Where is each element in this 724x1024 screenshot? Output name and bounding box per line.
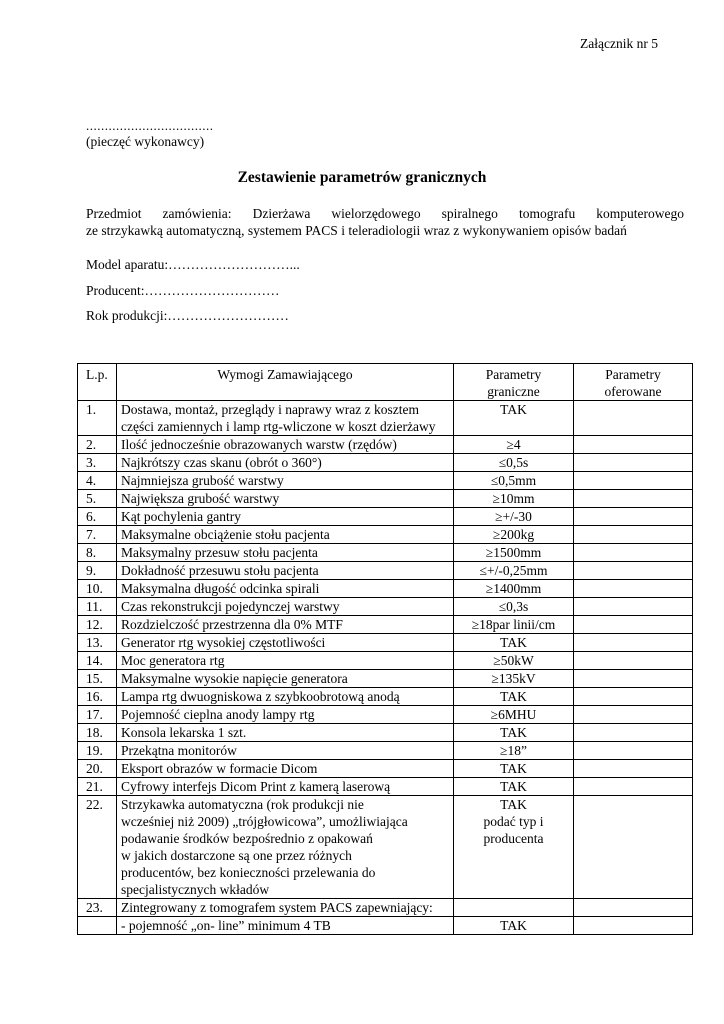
table-row [78, 490, 693, 508]
row-requirement: Lampa rtg dwuogniskowa z szybkoobrotową anodą [117, 688, 454, 706]
order-subject-line-1: Przedmiot zamówienia: Dzierżawa wielorzędowego spiralnego tomografu komputerowego [86, 206, 684, 221]
row-offered-value[interactable] [574, 472, 693, 490]
row-limit-value: TAK [454, 634, 574, 652]
row-number: 18. [78, 724, 117, 742]
requirement-line: wcześniej niż 2009) „trójgłowicowa”, umożliwiająca [121, 814, 408, 829]
row-requirement: Konsola lekarska 1 szt. [117, 724, 454, 742]
row-limit-value: ≥1400mm [454, 580, 574, 598]
row-number: 8. [78, 544, 117, 562]
row-offered-value[interactable] [574, 796, 693, 899]
row-offered-value[interactable] [574, 652, 693, 670]
table-row [78, 454, 693, 472]
row-limit-value: ≥18par linii/cm [454, 616, 574, 634]
order-subject [86, 205, 684, 239]
row-limit-value: TAK [454, 917, 574, 935]
row-requirement: Dostawa, montaż, przeglądy i naprawy wraz z kosztem części zamiennych i lamp rtg-wliczone w koszt dzierżawy [117, 401, 454, 436]
table-row [78, 724, 693, 742]
seal-placeholder-line: .................................. [86, 118, 214, 133]
row-limit-value: ≤+/-0,25mm [454, 562, 574, 580]
row-offered-value[interactable] [574, 917, 693, 935]
row-limit-value: ≤0,5mm [454, 472, 574, 490]
row-requirement: Moc generatora rtg [117, 652, 454, 670]
limit-line: podać typ i [483, 814, 544, 829]
row-requirement: Największa grubość warstwy [117, 490, 454, 508]
row-offered-value[interactable] [574, 706, 693, 724]
row-limit-value: TAK [454, 688, 574, 706]
row-requirement: - pojemność „on- line” minimum 4 TB [117, 917, 454, 935]
row-requirement: Ilość jednocześnie obrazowanych warstw (rzędów) [117, 436, 454, 454]
row-limit-value: ≥50kW [454, 652, 574, 670]
row-limit-value: ≥200kg [454, 526, 574, 544]
table-row [78, 760, 693, 778]
row-requirement: Najkrótszy czas skanu (obrót o 360°) [117, 454, 454, 472]
limit-line: producenta [483, 831, 544, 846]
parameters-table [77, 363, 693, 935]
row-offered-value[interactable] [574, 436, 693, 454]
table-row [78, 436, 693, 454]
order-subject-line-2: ze strzykawką automatyczną, systemem PACS i teleradiologii wraz z wykonywaniem opisów badań [86, 223, 627, 238]
table-row [78, 742, 693, 760]
row-requirement: Generator rtg wysokiej częstotliwości [117, 634, 454, 652]
document-title: Zestawienie parametrów granicznych [237, 169, 487, 186]
row-offered-value[interactable] [574, 742, 693, 760]
row-limit-value [454, 899, 574, 917]
table-row [78, 401, 693, 436]
row-requirement: Rozdzielczość przestrzenna dla 0% MTF [117, 616, 454, 634]
attachment-number: Załącznik nr 5 [580, 36, 658, 51]
header-lp: L.p. [78, 364, 117, 401]
table-row [78, 598, 693, 616]
table-row [78, 688, 693, 706]
row-number: 15. [78, 670, 117, 688]
limit-line: TAK [500, 797, 527, 812]
table-row [78, 508, 693, 526]
row-limit-value: TAK [454, 401, 574, 436]
row-requirement: Przekątna monitorów [117, 742, 454, 760]
row-requirement: Czas rekonstrukcji pojedynczej warstwy [117, 598, 454, 616]
row-requirement: Kąt pochylenia gantry [117, 508, 454, 526]
table-header-row [78, 364, 693, 401]
table-row [78, 544, 693, 562]
header-offered-params: Parametry oferowane [574, 364, 693, 401]
table-row [78, 670, 693, 688]
row-requirement [117, 796, 454, 899]
row-limit-value: ≤0,3s [454, 598, 574, 616]
row-offered-value[interactable] [574, 688, 693, 706]
row-offered-value[interactable] [574, 490, 693, 508]
row-limit-value: ≥6MHU [454, 706, 574, 724]
row-limit-value: TAK [454, 724, 574, 742]
row-number: 11. [78, 598, 117, 616]
row-requirement: Maksymalny przesuw stołu pacjenta [117, 544, 454, 562]
table-row [78, 917, 693, 935]
table-row [78, 472, 693, 490]
row-number: 10. [78, 580, 117, 598]
row-offered-value[interactable] [574, 670, 693, 688]
row-limit-value: ≥4 [454, 436, 574, 454]
row-offered-value[interactable] [574, 634, 693, 652]
model-field: Model aparatu:………………………... [86, 257, 300, 272]
table-row [78, 778, 693, 796]
row-number: 20. [78, 760, 117, 778]
row-number: 5. [78, 490, 117, 508]
table-row [78, 634, 693, 652]
row-number: 22. [78, 796, 117, 899]
row-offered-value[interactable] [574, 544, 693, 562]
row-number: 19. [78, 742, 117, 760]
row-offered-value[interactable] [574, 526, 693, 544]
row-requirement: Dokładność przesuwu stołu pacjenta [117, 562, 454, 580]
row-number: 12. [78, 616, 117, 634]
row-number: 17. [78, 706, 117, 724]
table-row [78, 899, 693, 917]
row-offered-value[interactable] [574, 778, 693, 796]
row-requirement: Maksymalne obciążenie stołu pacjenta [117, 526, 454, 544]
row-number: 1. [78, 401, 117, 436]
table-row [78, 562, 693, 580]
row-offered-value[interactable] [574, 598, 693, 616]
row-limit-value: TAK [454, 760, 574, 778]
requirement-line: Strzykawka automatyczna (rok produkcji nie [121, 797, 364, 812]
table-row [78, 616, 693, 634]
row-offered-value[interactable] [574, 454, 693, 472]
row-limit-value [454, 796, 574, 899]
row-limit-value: ≤0,5s [454, 454, 574, 472]
row-requirement: Eksport obrazów w formacie Dicom [117, 760, 454, 778]
requirement-line: producentów, bez konieczności przelewania do [121, 865, 376, 880]
table-row [78, 526, 693, 544]
table-row [78, 580, 693, 598]
row-limit-value: ≥135kV [454, 670, 574, 688]
row-number: 9. [78, 562, 117, 580]
row-requirement: Cyfrowy interfejs Dicom Print z kamerą laserową [117, 778, 454, 796]
row-number: 13. [78, 634, 117, 652]
row-number: 3. [78, 454, 117, 472]
row-offered-value[interactable] [574, 760, 693, 778]
row-limit-value: TAK [454, 778, 574, 796]
row-number: 2. [78, 436, 117, 454]
row-offered-value[interactable] [574, 616, 693, 634]
production-year-field: Rok produkcji:……………………… [86, 308, 289, 323]
row-limit-value: ≥18” [454, 742, 574, 760]
producer-field: Producent:………………………… [86, 283, 280, 298]
row-offered-value[interactable] [574, 899, 693, 917]
row-requirement: Zintegrowany z tomografem system PACS zapewniający: [117, 899, 454, 917]
table-row [78, 706, 693, 724]
requirement-line: specjalistycznych wkładów [121, 882, 270, 897]
row-offered-value[interactable] [574, 562, 693, 580]
row-offered-value[interactable] [574, 508, 693, 526]
header-limit-params: Parametry graniczne [454, 364, 574, 401]
row-number: 4. [78, 472, 117, 490]
row-number: 16. [78, 688, 117, 706]
row-offered-value[interactable] [574, 724, 693, 742]
row-requirement: Maksymalna długość odcinka spirali [117, 580, 454, 598]
row-number: 7. [78, 526, 117, 544]
requirement-line: podawanie środków bezpośrednio z opakowań [121, 831, 373, 846]
row-number: 21. [78, 778, 117, 796]
row-requirement: Pojemność cieplna anody lampy rtg [117, 706, 454, 724]
requirement-line: w jakich dostarczone są one przez różnych [121, 848, 352, 863]
row-limit-value: ≥10mm [454, 490, 574, 508]
row-offered-value[interactable] [574, 580, 693, 598]
row-requirement: Najmniejsza grubość warstwy [117, 472, 454, 490]
header-requirements: Wymogi Zamawiającego [117, 364, 454, 401]
row-limit-value: ≥+/-30 [454, 508, 574, 526]
row-number: 23. [78, 899, 117, 917]
table-row [78, 796, 693, 899]
row-offered-value[interactable] [574, 401, 693, 436]
seal-label: (pieczęć wykonawcy) [86, 134, 205, 149]
table-row [78, 652, 693, 670]
row-number: 6. [78, 508, 117, 526]
row-number: 14. [78, 652, 117, 670]
row-number [78, 917, 117, 935]
row-limit-value: ≥1500mm [454, 544, 574, 562]
row-requirement: Maksymalne wysokie napięcie generatora [117, 670, 454, 688]
table-body [78, 401, 693, 935]
